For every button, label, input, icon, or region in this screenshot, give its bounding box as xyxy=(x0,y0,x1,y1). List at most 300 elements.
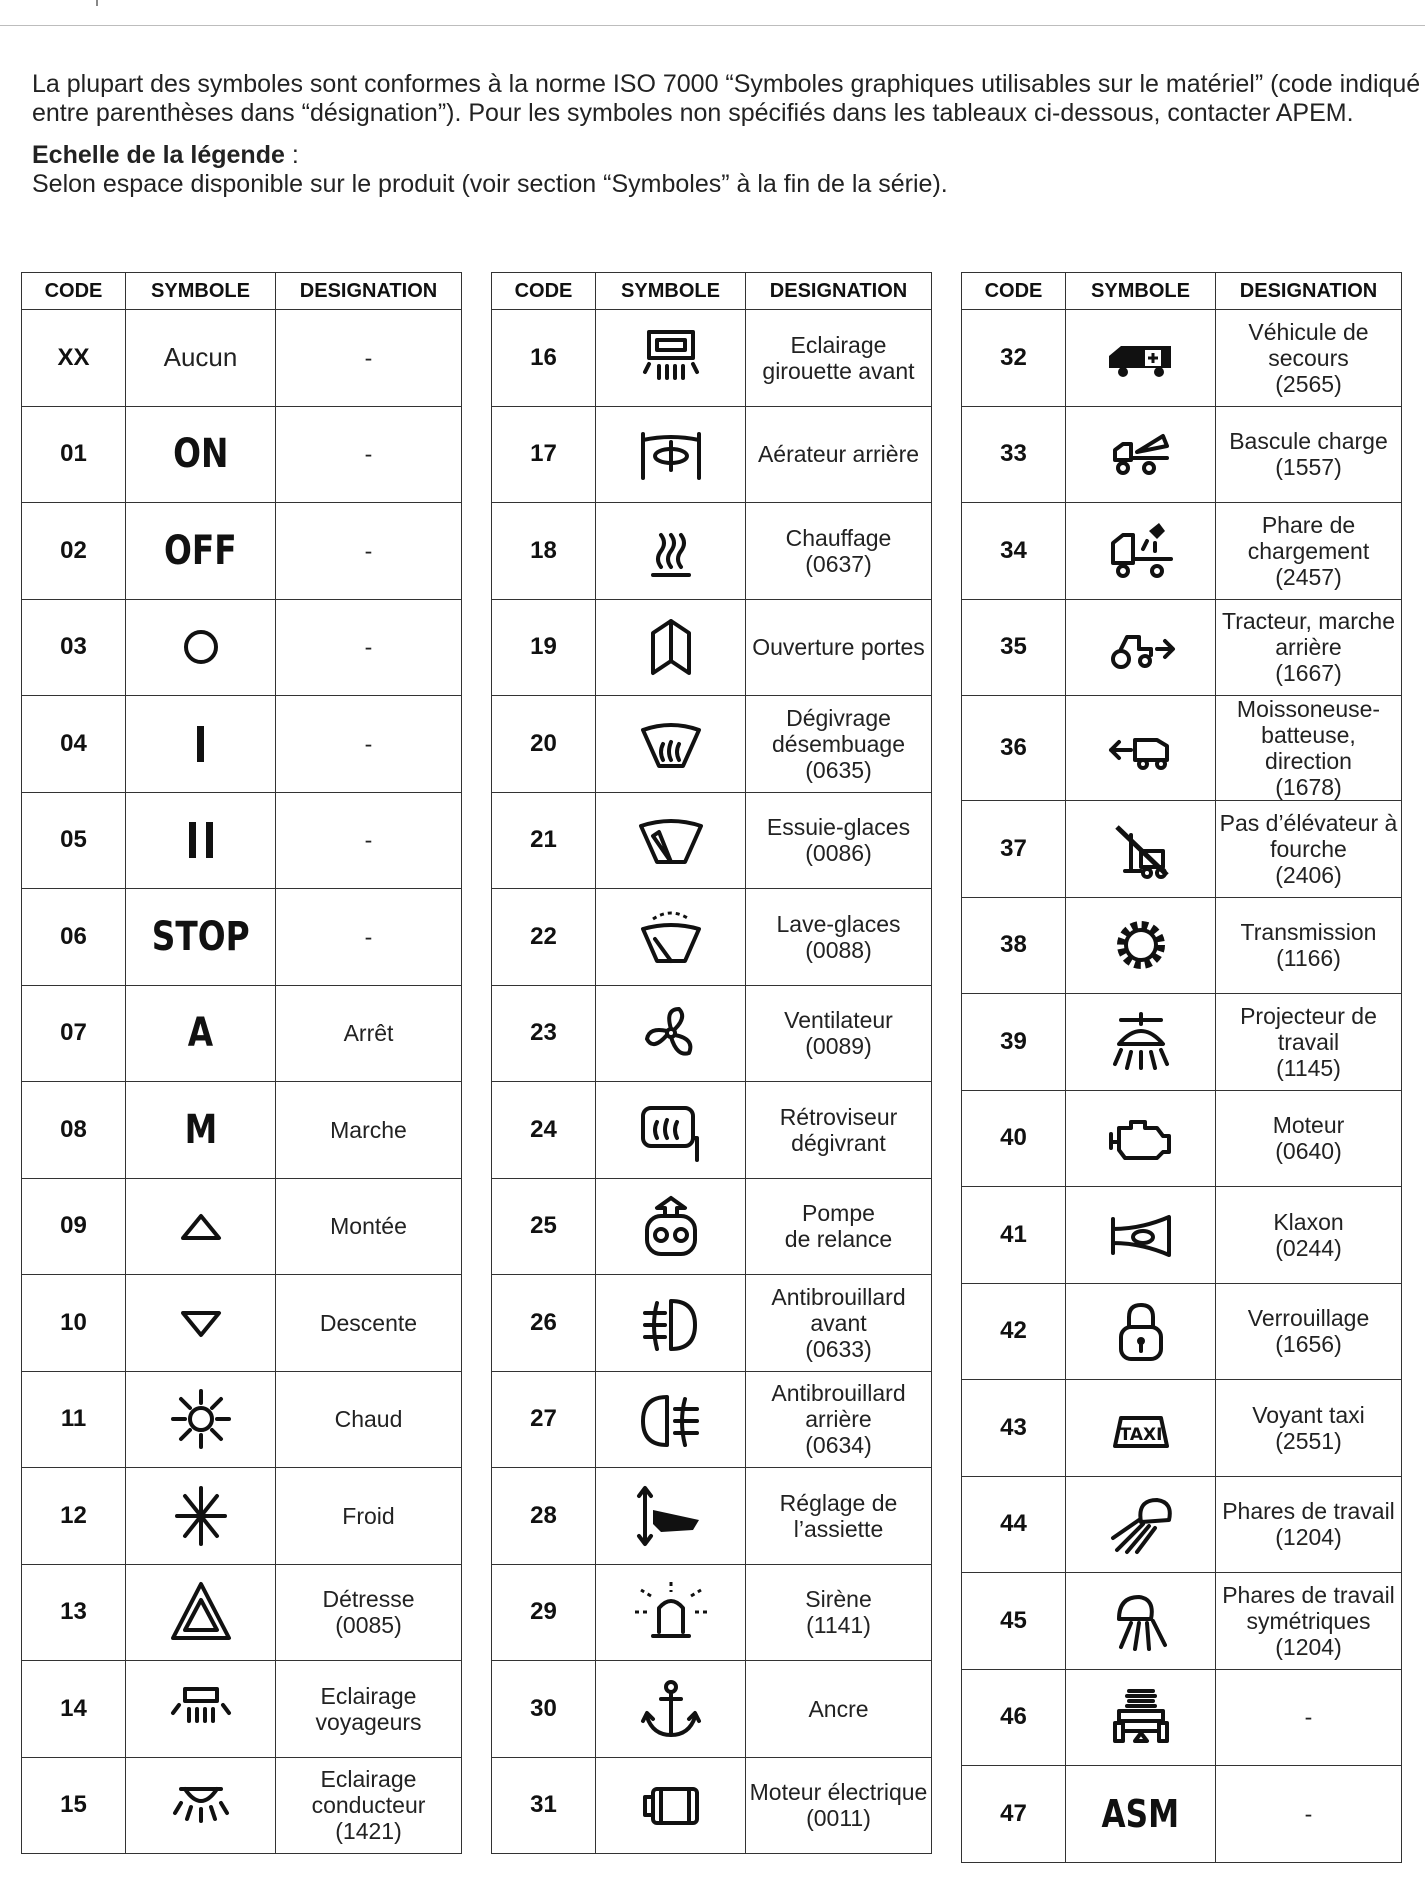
mirror-heat-icon xyxy=(631,1098,711,1162)
symbol-cell xyxy=(1066,1090,1216,1187)
designation-text: - xyxy=(364,634,373,661)
designation-cell xyxy=(1216,897,1402,994)
symbol-cell xyxy=(126,696,276,793)
designation-cell xyxy=(276,503,462,600)
table-row xyxy=(22,310,462,407)
designation-text: Sirène (1141) xyxy=(805,1586,872,1639)
siren-icon xyxy=(631,1580,711,1644)
symbol-cell xyxy=(596,599,746,696)
symbol-cell xyxy=(126,1564,276,1661)
symbol-cell xyxy=(1066,1187,1216,1284)
symbol-cell xyxy=(1066,897,1216,994)
code-cell: 26 xyxy=(492,1275,596,1372)
symbol-cell xyxy=(596,985,746,1082)
designation-text: Lave-glaces (0088) xyxy=(776,910,901,963)
symbol-cell xyxy=(1066,1283,1216,1380)
designation-cell xyxy=(276,1371,462,1468)
designation-cell xyxy=(746,696,932,793)
code-cell: 11 xyxy=(22,1371,126,1468)
designation-text: Ouverture portes xyxy=(752,634,925,661)
work-lights-sym-icon xyxy=(1101,1589,1181,1653)
table-row xyxy=(492,1564,932,1661)
code-cell: 33 xyxy=(962,406,1066,503)
designation-cell xyxy=(746,792,932,889)
code-cell: 39 xyxy=(962,994,1066,1091)
designation-cell xyxy=(276,1757,462,1854)
symbol-cell xyxy=(126,310,276,407)
table-row xyxy=(492,889,932,986)
table-row xyxy=(962,1187,1402,1284)
header-row xyxy=(962,273,1402,310)
code-cell: 35 xyxy=(962,599,1066,696)
table-row xyxy=(22,1371,462,1468)
trim-icon xyxy=(631,1484,711,1548)
intro-text xyxy=(32,70,1422,199)
table-row xyxy=(962,503,1402,600)
designation-text: Projecteur de travail (1145) xyxy=(1240,1002,1377,1081)
designation-text: Klaxon (0244) xyxy=(1273,1208,1344,1261)
designation-cell xyxy=(276,985,462,1082)
symbol-cell xyxy=(596,310,746,407)
designation-cell xyxy=(746,310,932,407)
symbol-cell xyxy=(1066,1573,1216,1670)
symbol-cell xyxy=(596,1371,746,1468)
code-cell: 23 xyxy=(492,985,596,1082)
symbol-cell xyxy=(1066,599,1216,696)
legend-text: Selon espace disponible sur le produit (voir section “Symboles” à la fin de la série). xyxy=(32,170,948,198)
table-row xyxy=(492,1468,932,1565)
table-row xyxy=(22,1757,462,1854)
symbol-cell xyxy=(596,1082,746,1179)
symbol-cell xyxy=(126,792,276,889)
designation-cell xyxy=(1216,696,1402,801)
symbol-table-2 xyxy=(491,272,932,1854)
code-cell: 12 xyxy=(22,1468,126,1565)
symbol-cell xyxy=(1066,503,1216,600)
code-cell: 31 xyxy=(492,1757,596,1854)
designation-text: Tracteur, marche arrière (1667) xyxy=(1222,608,1395,687)
symbol-cell xyxy=(1066,1380,1216,1477)
heating-icon xyxy=(631,519,711,583)
table-row xyxy=(492,1371,932,1468)
designation-text: - xyxy=(364,441,373,468)
work-lights-icon xyxy=(1101,1492,1181,1556)
anchor-icon xyxy=(631,1677,711,1741)
designation-cell xyxy=(276,310,462,407)
designation-cell xyxy=(1216,994,1402,1091)
designation-text: Véhicule de secours (2565) xyxy=(1248,318,1369,397)
symbol-cell xyxy=(1066,696,1216,801)
table-row xyxy=(492,599,932,696)
table-row xyxy=(962,1766,1402,1863)
table-row xyxy=(492,1661,932,1758)
triangle-down-icon xyxy=(161,1291,241,1355)
code-cell: 18 xyxy=(492,503,596,600)
symbol-text: STOP xyxy=(151,913,250,960)
header-symbol: SYMBOLE xyxy=(596,273,746,310)
passenger-light-icon xyxy=(161,1677,241,1741)
cold-icon xyxy=(161,1484,241,1548)
designation-text: Marche xyxy=(330,1116,407,1143)
code-cell: 27 xyxy=(492,1371,596,1468)
designation-cell xyxy=(1216,1283,1402,1380)
designation-text: Chauffage (0637) xyxy=(785,524,892,577)
symbol-cell xyxy=(1066,406,1216,503)
symbol-cell xyxy=(596,503,746,600)
designation-cell xyxy=(276,1468,462,1565)
code-cell: 05 xyxy=(22,792,126,889)
symbol-cell xyxy=(596,792,746,889)
designation-text: Transmission (1166) xyxy=(1240,919,1377,972)
designation-text: Voyant taxi (2551) xyxy=(1252,1401,1365,1454)
rear-fog-icon xyxy=(631,1387,711,1451)
designation-cell xyxy=(276,1082,462,1179)
symbol-cell xyxy=(1066,801,1216,898)
code-cell: 36 xyxy=(962,696,1066,801)
table-row xyxy=(492,985,932,1082)
symbol-cell xyxy=(1066,310,1216,407)
symbol-cell xyxy=(596,1564,746,1661)
code-cell: 29 xyxy=(492,1564,596,1661)
designation-text: - xyxy=(364,827,373,854)
code-cell: 45 xyxy=(962,1573,1066,1670)
designation-text: Rétroviseur dégivrant xyxy=(779,1103,898,1156)
designation-text: Eclairage voyageurs xyxy=(315,1682,422,1735)
symbol-cell xyxy=(596,1178,746,1275)
table-row xyxy=(492,406,932,503)
table-row xyxy=(22,1082,462,1179)
designation-cell xyxy=(276,1564,462,1661)
symbol-cell xyxy=(126,889,276,986)
designation-cell xyxy=(276,696,462,793)
designation-text: - xyxy=(1304,1704,1313,1731)
symbol-cell xyxy=(126,1371,276,1468)
table-row xyxy=(962,1380,1402,1477)
header-code: CODE xyxy=(22,273,126,310)
designation-text: Essuie-glaces (0086) xyxy=(766,814,911,867)
designation-cell xyxy=(746,1661,932,1758)
table-row xyxy=(962,599,1402,696)
table-row xyxy=(22,1468,462,1565)
symbol-cell xyxy=(126,599,276,696)
taxi-icon xyxy=(1101,1396,1181,1460)
designation-cell xyxy=(276,406,462,503)
code-cell: 46 xyxy=(962,1669,1066,1766)
sun-icon xyxy=(161,1387,241,1451)
code-cell: 16 xyxy=(492,310,596,407)
designation-cell xyxy=(746,1468,932,1565)
designation-text: Ancre xyxy=(808,1695,869,1722)
symbol-cell xyxy=(596,1468,746,1565)
code-cell: 44 xyxy=(962,1476,1066,1573)
designation-cell xyxy=(746,889,932,986)
designation-text: Antibrouillard arrière (0634) xyxy=(771,1380,906,1459)
code-cell: 37 xyxy=(962,801,1066,898)
symbol-text: ASM xyxy=(1101,1791,1180,1836)
symbol-text: OFF xyxy=(164,527,237,574)
top-rule xyxy=(0,25,1425,26)
designation-cell xyxy=(276,792,462,889)
wiper-icon xyxy=(631,808,711,872)
designation-cell xyxy=(1216,1766,1402,1863)
designation-cell xyxy=(1216,406,1402,503)
code-cell: 10 xyxy=(22,1275,126,1372)
symbol-cell xyxy=(126,1661,276,1758)
tractor-reverse-icon xyxy=(1101,615,1181,679)
table-row xyxy=(22,985,462,1082)
legend-suffix: : xyxy=(284,141,299,169)
table-row xyxy=(492,1082,932,1179)
driver-light-icon xyxy=(161,1773,241,1837)
fan-icon xyxy=(631,1001,711,1065)
taxi-label: TAXI xyxy=(1119,1424,1162,1445)
designation-text: Froid xyxy=(342,1502,395,1529)
designation-text: Descente xyxy=(319,1309,418,1336)
top-tick xyxy=(96,0,98,6)
motor-icon xyxy=(631,1773,711,1837)
no-forklift-icon xyxy=(1101,817,1181,881)
designation-cell xyxy=(746,1564,932,1661)
header-code: CODE xyxy=(492,273,596,310)
engine-icon xyxy=(1101,1106,1181,1170)
designation-text: Phares de travail symétriques (1204) xyxy=(1222,1581,1395,1660)
door-icon xyxy=(631,615,711,679)
table-row xyxy=(492,1178,932,1275)
designation-cell xyxy=(1216,1380,1402,1477)
header-symbol: SYMBOLE xyxy=(126,273,276,310)
symbol-text: Aucun xyxy=(163,342,238,373)
designation-text: Réglage de l’assiette xyxy=(779,1489,898,1542)
designation-cell xyxy=(1216,1187,1402,1284)
table-row xyxy=(962,696,1402,801)
table-row xyxy=(962,1283,1402,1380)
symbol-cell xyxy=(596,406,746,503)
designation-cell xyxy=(1216,1573,1402,1670)
ambulance-icon xyxy=(1101,326,1181,390)
loading-light-icon xyxy=(1101,519,1181,583)
code-cell: 25 xyxy=(492,1178,596,1275)
table-row xyxy=(962,801,1402,898)
designation-cell xyxy=(746,1275,932,1372)
designation-text: Pas d’élévateur à fourche (2406) xyxy=(1219,809,1398,888)
designation-cell xyxy=(276,1661,462,1758)
code-cell: 22 xyxy=(492,889,596,986)
designation-text: Antibrouillard avant (0633) xyxy=(771,1283,906,1362)
designation-text: - xyxy=(364,923,373,950)
table-row xyxy=(22,792,462,889)
symbol-cell xyxy=(126,503,276,600)
designation-text: - xyxy=(364,730,373,757)
gear-icon xyxy=(1101,913,1181,977)
code-cell: 14 xyxy=(22,1661,126,1758)
legend-label: Echelle de la légende xyxy=(32,141,285,169)
code-cell: XX xyxy=(22,310,126,407)
symbol-text: ON xyxy=(172,431,229,478)
symbol-cell xyxy=(596,1757,746,1854)
symbol-cell xyxy=(126,1757,276,1854)
symbol-cell xyxy=(126,985,276,1082)
table-row xyxy=(22,406,462,503)
designation-cell xyxy=(746,1178,932,1275)
table-row xyxy=(962,1090,1402,1187)
front-fog-icon xyxy=(631,1291,711,1355)
code-cell: 41 xyxy=(962,1187,1066,1284)
code-cell: 28 xyxy=(492,1468,596,1565)
bar-icon xyxy=(161,712,241,776)
designation-cell xyxy=(746,1082,932,1179)
table-row xyxy=(22,599,462,696)
code-cell: 43 xyxy=(962,1380,1066,1477)
table-row xyxy=(22,1178,462,1275)
designation-text: Ventilateur (0089) xyxy=(784,1007,893,1060)
table-row xyxy=(492,1757,932,1854)
work-lamp-icon xyxy=(1101,1010,1181,1074)
designation-cell xyxy=(746,406,932,503)
intro-paragraph: La plupart des symboles sont conformes à la norme ISO 7000 “Symboles graphiques utilisables sur le matériel” (code indiqué entre parenthèses dans “désignation”). Pour les symboles non spécifiés dans les tableaux ci-dessous, contacter APEM. xyxy=(32,70,1421,127)
symbol-text: A xyxy=(187,1010,214,1057)
code-cell: 21 xyxy=(492,792,596,889)
symbol-cell xyxy=(1066,1669,1216,1766)
designation-text: Arrêt xyxy=(343,1020,394,1047)
symbol-cell xyxy=(126,1468,276,1565)
designation-cell xyxy=(746,985,932,1082)
header-designation: DESIGNATION xyxy=(1216,273,1402,310)
symbol-cell xyxy=(126,1082,276,1179)
code-cell: 24 xyxy=(492,1082,596,1179)
table-row xyxy=(962,310,1402,407)
symbol-table-3 xyxy=(961,272,1402,1863)
table-row xyxy=(962,1573,1402,1670)
designation-cell xyxy=(276,1275,462,1372)
code-cell: 09 xyxy=(22,1178,126,1275)
header-designation: DESIGNATION xyxy=(746,273,932,310)
symbol-cell xyxy=(596,696,746,793)
table-row xyxy=(22,1564,462,1661)
code-cell: 04 xyxy=(22,696,126,793)
tipper-icon xyxy=(1101,422,1181,486)
designation-cell xyxy=(1216,1476,1402,1573)
designation-text: - xyxy=(364,344,373,371)
header-code: CODE xyxy=(962,273,1066,310)
designation-text: Aérateur arrière xyxy=(757,441,920,468)
horn-icon xyxy=(1101,1203,1181,1267)
designation-text: - xyxy=(364,537,373,564)
designation-cell xyxy=(1216,599,1402,696)
code-cell: 03 xyxy=(22,599,126,696)
header-designation: DESIGNATION xyxy=(276,273,462,310)
circle-icon xyxy=(161,615,241,679)
designation-text: Eclairage girouette avant xyxy=(762,331,915,384)
code-cell: 02 xyxy=(22,503,126,600)
table-row xyxy=(22,1275,462,1372)
designation-cell xyxy=(746,599,932,696)
triangle-up-icon xyxy=(161,1194,241,1258)
designation-text: Bascule charge (1557) xyxy=(1229,428,1388,481)
code-cell: 08 xyxy=(22,1082,126,1179)
table-row xyxy=(22,1661,462,1758)
designation-text: Phares de travail (1204) xyxy=(1222,1498,1395,1551)
code-cell: 06 xyxy=(22,889,126,986)
designation-text: Dégivrage désembuage (0635) xyxy=(772,704,905,783)
table-row xyxy=(492,310,932,407)
code-cell: 30 xyxy=(492,1661,596,1758)
header-row xyxy=(492,273,932,310)
designation-text: Montée xyxy=(330,1213,407,1240)
designation-cell xyxy=(276,1178,462,1275)
table-row xyxy=(22,889,462,986)
table-row xyxy=(492,696,932,793)
front-sign-light-icon xyxy=(631,326,711,390)
harvester-icon xyxy=(1101,716,1181,780)
code-cell: 17 xyxy=(492,406,596,503)
suspension-icon xyxy=(1101,1685,1181,1749)
code-cell: 20 xyxy=(492,696,596,793)
lock-icon xyxy=(1101,1299,1181,1363)
symbol-cell xyxy=(596,889,746,986)
designation-cell xyxy=(276,599,462,696)
designation-cell xyxy=(1216,1090,1402,1187)
code-cell: 19 xyxy=(492,599,596,696)
symbol-cell xyxy=(126,1275,276,1372)
designation-text: Moteur (0640) xyxy=(1272,1112,1345,1165)
symbol-cell xyxy=(1066,1766,1216,1863)
symbol-table-1 xyxy=(21,272,462,1854)
table-row xyxy=(962,1476,1402,1573)
double-bar-icon xyxy=(161,808,241,872)
designation-cell xyxy=(1216,503,1402,600)
designation-text: Verrouillage (1656) xyxy=(1247,1305,1370,1358)
code-cell: 32 xyxy=(962,310,1066,407)
code-cell: 07 xyxy=(22,985,126,1082)
designation-cell xyxy=(1216,801,1402,898)
table-row xyxy=(492,1275,932,1372)
designation-cell xyxy=(276,889,462,986)
code-cell: 47 xyxy=(962,1766,1066,1863)
defrost-icon xyxy=(631,712,711,776)
designation-text: Moissoneuse- batteuse, direction (1678) xyxy=(1236,696,1381,800)
code-cell: 01 xyxy=(22,406,126,503)
designation-text: Chaud xyxy=(334,1406,403,1433)
designation-cell xyxy=(1216,310,1402,407)
table-row xyxy=(962,1669,1402,1766)
designation-text: Pompe de relance xyxy=(784,1200,893,1253)
code-cell: 34 xyxy=(962,503,1066,600)
code-cell: 13 xyxy=(22,1564,126,1661)
code-cell: 38 xyxy=(962,897,1066,994)
designation-text: Moteur électrique (0011) xyxy=(749,1779,928,1832)
code-cell: 42 xyxy=(962,1283,1066,1380)
symbol-cell xyxy=(596,1275,746,1372)
header-symbol: SYMBOLE xyxy=(1066,273,1216,310)
designation-text: - xyxy=(1304,1800,1313,1827)
symbol-cell xyxy=(1066,994,1216,1091)
designation-text: Détresse (0085) xyxy=(322,1586,415,1639)
rear-fan-icon xyxy=(631,422,711,486)
table-row xyxy=(962,994,1402,1091)
table-row xyxy=(962,897,1402,994)
code-cell: 40 xyxy=(962,1090,1066,1187)
designation-text: Eclairage conducteur (1421) xyxy=(311,1766,426,1845)
table-row xyxy=(22,696,462,793)
designation-cell xyxy=(746,1757,932,1854)
symbol-cell xyxy=(596,1661,746,1758)
designation-cell xyxy=(746,1371,932,1468)
table-row xyxy=(492,503,932,600)
legend-heading xyxy=(32,141,1422,170)
table-row xyxy=(962,406,1402,503)
pump-icon xyxy=(631,1194,711,1258)
code-cell: 15 xyxy=(22,1757,126,1854)
